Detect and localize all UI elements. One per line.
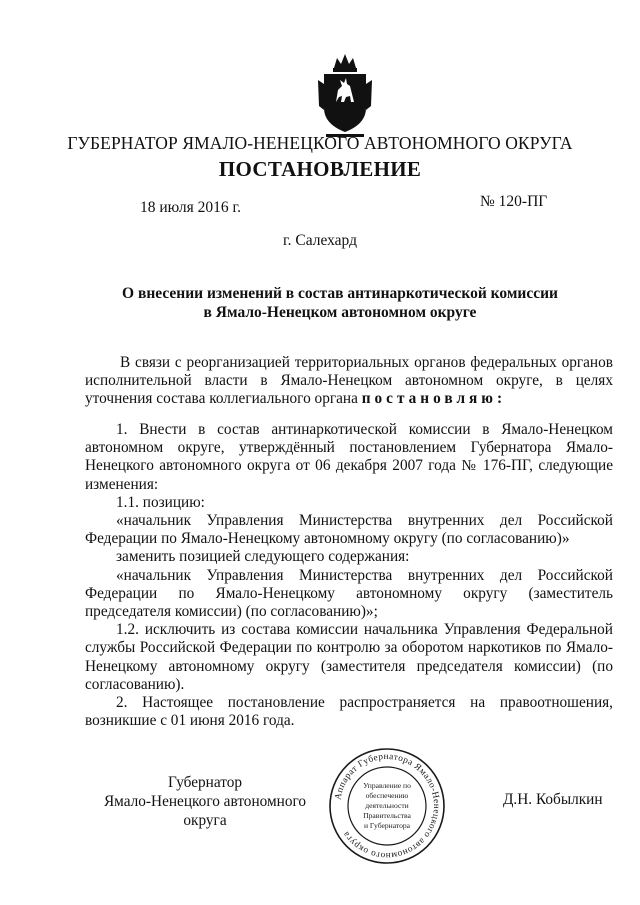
replace-instruction: заменить позицией следующего содержания: xyxy=(116,548,410,566)
title-line-1: О внесении изменений в состав антинаркотической комиссии xyxy=(122,285,558,302)
title-line-2: в Ямало-Ненецком автономном округе xyxy=(203,304,477,321)
preamble xyxy=(85,354,613,409)
seal-ring-text: Аппарат Губернатора Ямало-Ненецкого автономного округа xyxy=(332,750,443,862)
document-date: 18 июля 2016 г. xyxy=(140,199,241,216)
issuing-authority: ГУБЕРНАТОР ЯМАЛО-НЕНЕЦКОГО АВТОНОМНОГО ОКРУГА xyxy=(67,133,573,153)
seal-line-1: Управление по xyxy=(363,781,411,790)
seal-line-5: и Губернатора xyxy=(363,821,411,830)
item-1-1: 1.1. позицию: xyxy=(116,493,205,511)
signatory-title-line-1: Губернатор xyxy=(167,774,243,791)
issue-place: г. Салехард xyxy=(283,232,357,249)
document-title xyxy=(90,284,590,322)
resolution-items xyxy=(85,421,613,730)
signatory-title-line-2: Ямало-Ненецкого автономного округа xyxy=(103,793,307,829)
item-1-2: 1.2. исключить из состава комиссии начальника Управления Федеральной службы Российской Федерации по контролю за оборотом наркотиков по Ямало-Ненецкому автономному округу (заместителя председателя комиссии) (по согласованию). xyxy=(85,621,613,693)
coat-of-arms-icon xyxy=(316,50,374,140)
quote-old-position: «начальник Управления Министерства внутренних дел Российской Федерации по Ямало-Ненецкому автономному округу (по согласованию)» xyxy=(85,512,613,548)
document-number: № 120-ПГ xyxy=(480,193,548,210)
official-seal-icon xyxy=(327,746,447,866)
preamble-text: В связи с реорганизацией территориальных органов федеральных органов исполнительной власти в Ямало-Ненецком автономном округе, в целях уточнения состава коллегиального органа xyxy=(85,354,613,408)
seal-line-4: Правительства xyxy=(363,811,411,820)
seal-line-3: деятельности xyxy=(365,801,409,810)
seal-line-2: обеспечению xyxy=(365,791,409,800)
item-1: 1. Внести в состав антинаркотической комиссии в Ямало-Ненецком автономном округе, утверждённый постановлением Губернатора Ямало-Ненецкого автономного округа от 06 декабря 2007 года № 176-ПГ, следующие изменения: xyxy=(85,421,613,493)
item-2: 2. Настоящее постановление распространяется на правоотношения, возникшие с 01 июня 2016 года. xyxy=(85,694,613,730)
quote-new-position: «начальник Управления Министерства внутренних дел Российской Федерации по Ямало-Ненецкому автономному округу (заместитель председателя комиссии) (по согласованию)»; xyxy=(85,566,613,621)
document-type: ПОСТАНОВЛЕНИЕ xyxy=(218,157,422,181)
decree-word: постановляю: xyxy=(361,390,507,408)
signatory-title xyxy=(85,773,325,830)
signatory-name: Д.Н. Кобылкин xyxy=(503,791,603,808)
